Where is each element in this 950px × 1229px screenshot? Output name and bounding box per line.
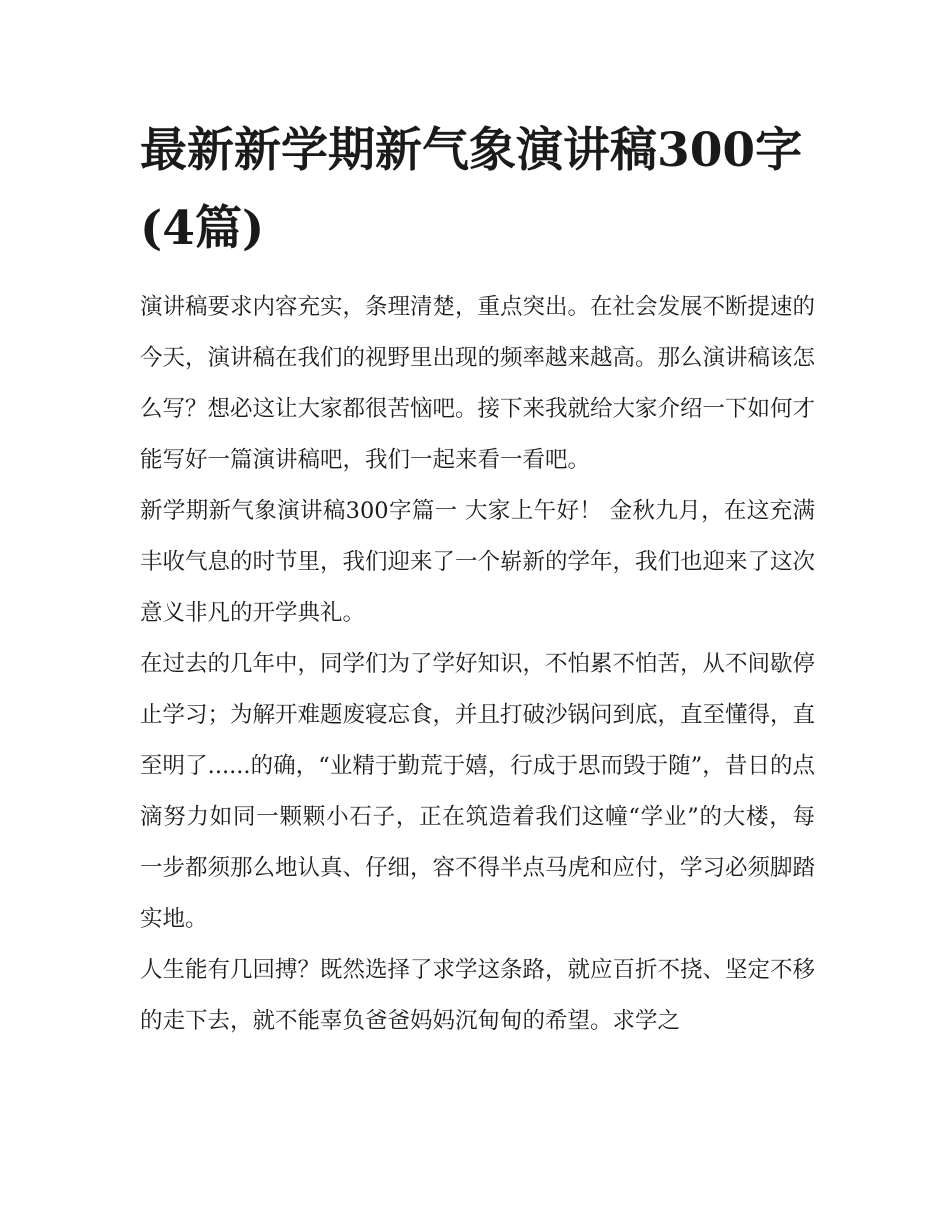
paragraph-intro: 演讲稿要求内容充实，条理清楚，重点突出。在社会发展不断提速的今天，演讲稿在我们的视野里出现的频率越来越高。那么演讲稿该怎么写？想必这让大家都很苦恼吧。接下来我就给大家介绍一下如何才能写好一篇演讲稿吧，我们一起来看一看吧。 — [140, 294, 816, 473]
document-title: 最新新学期新气象演讲稿300字(4篇) — [140, 123, 803, 256]
paragraph-past-study: 在过去的几年中，同学们为了学好知识，不怕累不怕苦，从不间歇停止学习；为解开难题废寝忘食，并且打破沙锅问到底，直至懂得，直至明了......的确，“业精于勤荒于嬉，行成于思而毁于随”，昔日的点滴努力如同一颗颗小石子，正在筑造着我们这幢“学业”的大楼，每一步都须那么地认真、仔细，容不得半点马虎和应付，学习必须脚踏实地。 — [140, 651, 816, 932]
paragraph-perseverance: 人生能有几回搏？既然选择了求学这条路，就应百折不挠、坚定不移的走下去，就不能辜负爸爸妈妈沉甸甸的希望。求学之 — [140, 957, 816, 1034]
document-page — [140, 112, 815, 1047]
paragraph-speech-opening: 新学期新气象演讲稿300字篇一 大家上午好！ 金秋九月，在这充满丰收气息的时节里，我们迎来了一个崭新的学年，我们也迎来了这次意义非凡的开学典礼。 — [140, 498, 816, 626]
